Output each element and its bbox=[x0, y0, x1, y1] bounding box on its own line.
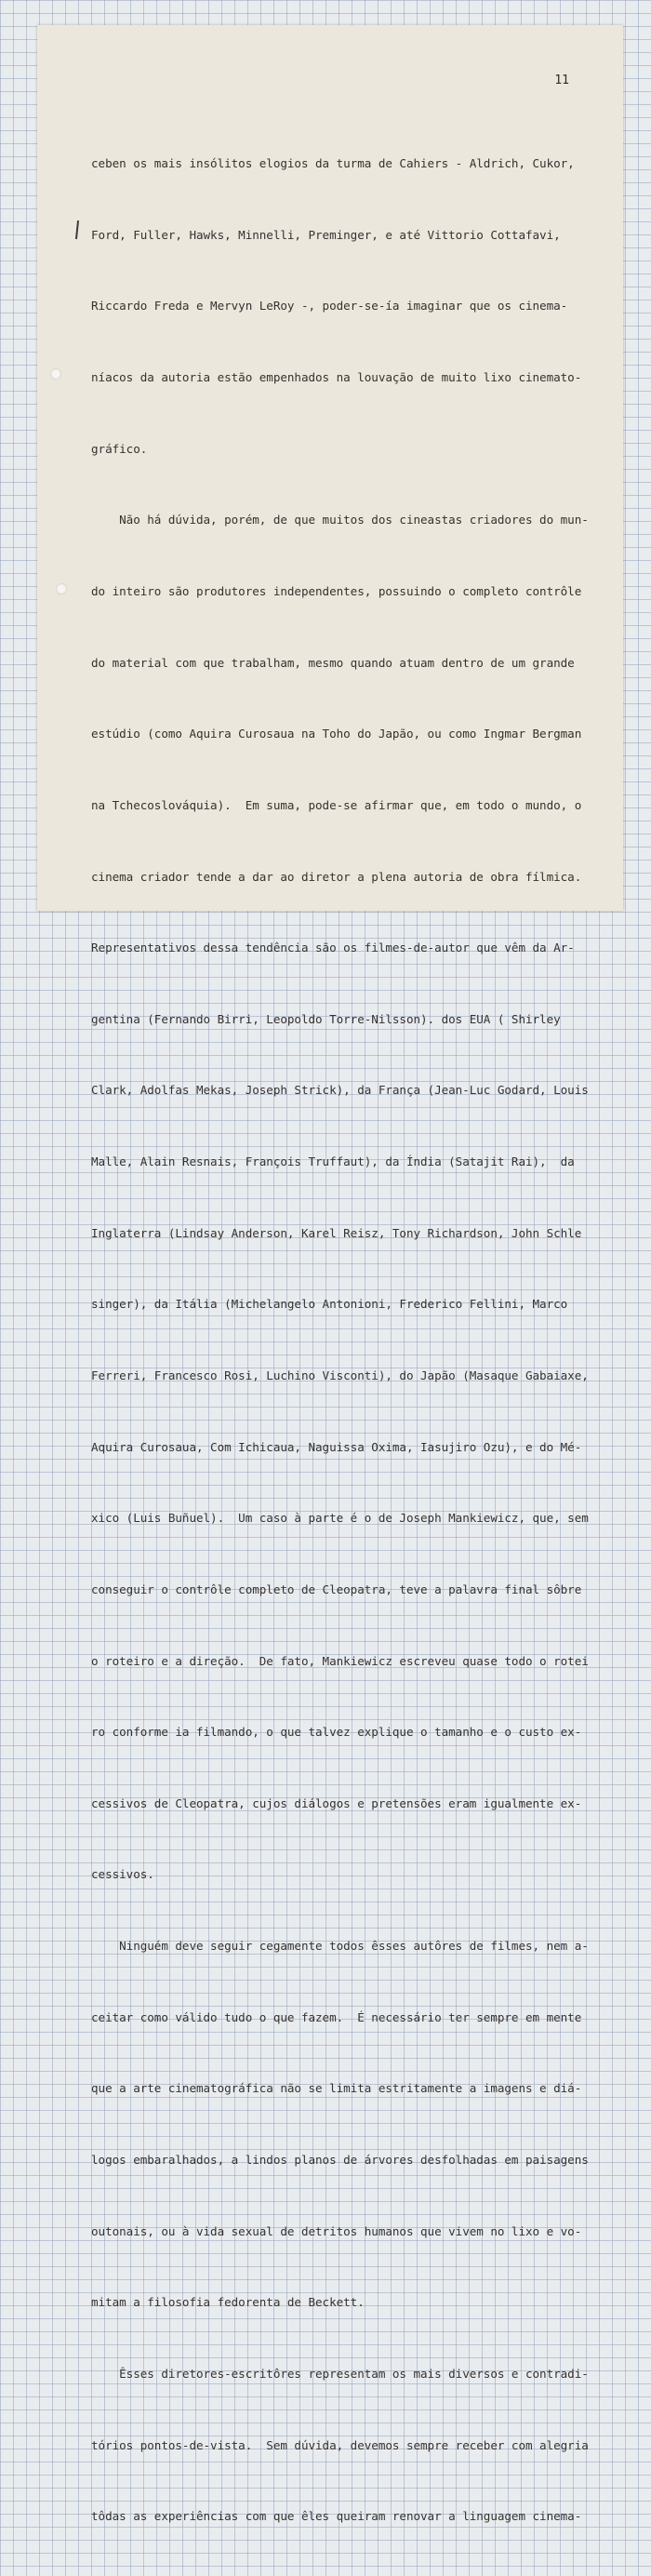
text-line: na Tchecoslováquia). Em suma, pode-se afirmar que, em todo o mundo, o bbox=[91, 797, 582, 812]
text-line: estúdio (como Aquira Curosaua na Toho do Japão, ou como Ingmar Bergman bbox=[91, 727, 582, 741]
text-line: logos embaralhados, a lindos planos de árvores desfolhadas em paisagens bbox=[91, 2153, 589, 2168]
text-line: gráfico. bbox=[91, 441, 148, 456]
punch-hole bbox=[50, 368, 61, 380]
text-line: Aquira Curosaua, Com Ichicaua, Naguissa Oxima, Iasujiro Ozu), e do Mé- bbox=[91, 1439, 582, 1454]
text-line: Ford, Fuller, Hawks, Minnelli, Preminger, e até Vittorio Cottafavi, bbox=[91, 227, 561, 242]
text-line: ceitar como válido tudo o que fazem. É necessário ter sempre em mente bbox=[91, 2009, 582, 2024]
text-line: Ferreri, Francesco Rosi, Luchino Visconti), do Japão (Masaque Gabaiaxe, bbox=[91, 1368, 589, 1382]
text-line: Êsses diretores-escritôres representam os mais diversos e contradi- bbox=[91, 2366, 589, 2381]
text-line: cinema criador tende a dar ao diretor a plena autoria de obra fílmica. bbox=[91, 869, 582, 884]
text-line: ceben os mais insólitos elogios da turma de Cahiers - Aldrich, Cukor, bbox=[91, 156, 575, 171]
text-line: conseguir o contrôle completo de Cleopatra, teve a palavra final sôbre bbox=[91, 1582, 582, 1596]
text-line: xico (Luis Buñuel). Um caso à parte é o de Joseph Mankiewicz, que, sem bbox=[91, 1511, 589, 1526]
text-line: Representativos dessa tendência são os filmes-de-autor que vêm da Ar- bbox=[91, 941, 575, 955]
text-line: tôdas as experiências com que êles queiram renovar a linguagem cinema- bbox=[91, 2509, 582, 2524]
text-line: Clark, Adolfas Mekas, Joseph Strick), da França (Jean-Luc Godard, Louis bbox=[91, 1083, 589, 1098]
text-line: o roteiro e a direção. De fato, Mankiewicz escreveu quase todo o rotei bbox=[91, 1653, 589, 1668]
text-line: Malle, Alain Resnais, François Truffaut), da Índia (Satajit Rai), da bbox=[91, 1155, 575, 1169]
text-line: do inteiro são produtores independentes, possuindo o completo contrôle bbox=[91, 583, 582, 598]
text-line: que a arte cinematográfica não se limita estritamente a imagens e diá- bbox=[91, 2081, 582, 2096]
punch-hole bbox=[56, 583, 67, 594]
text-line: outonais, ou à vida sexual de detritos humanos que vivem no lixo e vo- bbox=[91, 2223, 582, 2238]
text-line: Não há dúvida, porém, de que muitos dos cineastas criadores do mun- bbox=[91, 513, 589, 527]
text-line: tórios pontos-de-vista. Sem dúvida, devemos sempre receber com alegria bbox=[91, 2437, 589, 2452]
text-line: do material com que trabalham, mesmo quando atuam dentro de um grande bbox=[91, 655, 575, 670]
margin-pencil-mark bbox=[75, 220, 79, 239]
page-number: 11 bbox=[554, 73, 569, 87]
text-line: Riccardo Freda e Mervyn LeRoy -, poder-se-ía imaginar que os cinema- bbox=[91, 299, 568, 314]
text-line: cessivos de Cleopatra, cujos diálogos e pretensões eram igualmente ex- bbox=[91, 1795, 582, 1810]
text-line: Ninguém deve seguir cegamente todos êsses autôres de filmes, nem a- bbox=[91, 1939, 589, 1954]
text-line: níacos da autoria estão empenhados na louvação de muito lixo cinemato- bbox=[91, 370, 582, 385]
text-line: singer), da Itália (Michelangelo Antonioni, Frederico Fellini, Marco bbox=[91, 1297, 568, 1312]
body-text bbox=[91, 104, 589, 2576]
typewritten-page bbox=[37, 25, 623, 2524]
text-line: ro conforme ia filmando, o que talvez explique o tamanho e o custo ex- bbox=[91, 1725, 582, 1740]
text-line: gentina (Fernando Birri, Leopoldo Torre-Nilsson). dos EUA ( Shirley bbox=[91, 1011, 561, 1026]
text-line: mitam a filosofia fedorenta de Beckett. bbox=[91, 2295, 365, 2310]
text-line: cessivos. bbox=[91, 1867, 154, 1882]
text-line: Inglaterra (Lindsay Anderson, Karel Reisz, Tony Richardson, John Schle bbox=[91, 1225, 582, 1240]
